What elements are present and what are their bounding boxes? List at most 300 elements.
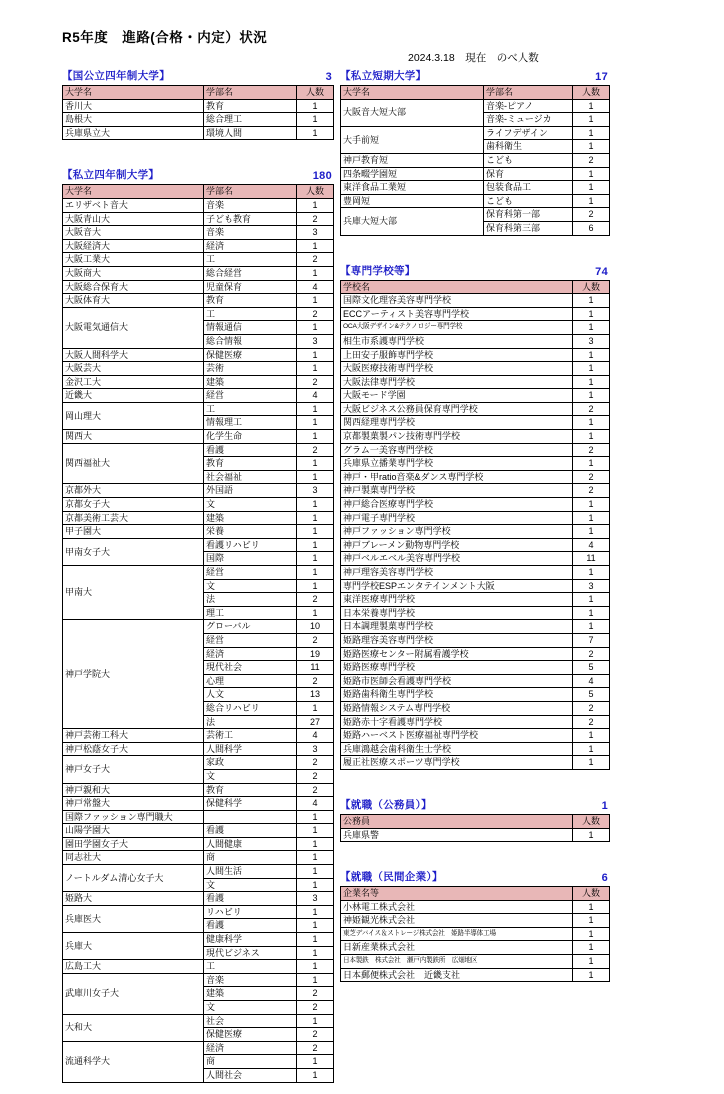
table-row — [341, 443, 610, 457]
cell-count: 1 — [297, 511, 334, 525]
cell-count: 1 — [297, 1014, 334, 1028]
table-row — [341, 153, 610, 167]
cell-count: 1 — [297, 1068, 334, 1082]
cell-dept: 人間健康 — [204, 837, 297, 851]
cell-dept: 商 — [204, 851, 297, 865]
cell-school: 関西福祉大 — [63, 443, 204, 484]
table-row — [341, 294, 610, 308]
section-national-public-universities — [62, 68, 334, 140]
section-header — [62, 68, 334, 83]
cell-school: 東洋食品工業短 — [341, 181, 484, 195]
cell-school: 神戸製菓専門学校 — [341, 484, 573, 498]
cell-count: 1 — [297, 99, 334, 113]
cell-dept: ライフデザイン — [484, 126, 573, 140]
section-total: 6 — [601, 872, 608, 885]
cell-count: 11 — [573, 552, 610, 566]
cell-school: 神戸常盤大 — [63, 797, 204, 811]
cell-school: 香川大 — [63, 99, 204, 113]
section-vocational-schools — [340, 263, 610, 770]
table-row — [341, 375, 610, 389]
table-row — [341, 914, 610, 928]
table-row — [63, 389, 334, 403]
table-row — [63, 212, 334, 226]
cell-school: 神戸・甲ratio音楽&ダンス専門学校 — [341, 470, 573, 484]
table-row — [341, 484, 610, 498]
table-row — [63, 538, 334, 552]
section-title: 【専門学校等】 — [340, 264, 416, 277]
cell-count: 1 — [297, 946, 334, 960]
cell-school: 国際ファッション専門職大 — [63, 810, 204, 824]
cell-count: 1 — [573, 375, 610, 389]
table-row — [341, 181, 610, 195]
cell-dept: 保健科学 — [204, 797, 297, 811]
section-total: 180 — [312, 170, 332, 183]
table-row — [341, 402, 610, 416]
table-row — [63, 375, 334, 389]
table-row — [63, 797, 334, 811]
cell-dept: 看護 — [204, 443, 297, 457]
cell-school: 国際文化理容美容専門学校 — [341, 294, 573, 308]
cell-school: 兵庫県警 — [341, 828, 573, 842]
cell-school: 専門学校ESPエンタテインメント大阪 — [341, 579, 573, 593]
cell-count: 1 — [573, 620, 610, 634]
cell-count: 3 — [573, 334, 610, 348]
cell-school: 上田安子服飾専門学校 — [341, 348, 573, 362]
cell-school: 武庫川女子大 — [63, 973, 204, 1014]
table-row — [341, 208, 610, 222]
cell-dept: 人文 — [204, 688, 297, 702]
cell-school: 大阪体育大 — [63, 294, 204, 308]
cell-dept: 現代社会 — [204, 661, 297, 675]
cell-dept: 教育 — [204, 457, 297, 471]
cell-count: 1 — [297, 113, 334, 127]
section-header — [340, 68, 610, 83]
cell-dept: 社会 — [204, 1014, 297, 1028]
cell-dept: 経営 — [204, 566, 297, 580]
cell-count: 2 — [297, 593, 334, 607]
cell-count: 1 — [297, 960, 334, 974]
cell-count: 1 — [297, 1055, 334, 1069]
cell-count: 1 — [297, 525, 334, 539]
cell-school: 大和大 — [63, 1014, 204, 1041]
cell-dept: 家政 — [204, 756, 297, 770]
cell-count: 2 — [297, 674, 334, 688]
cell-dept: 包装食品工 — [484, 181, 573, 195]
cell-school: 大阪商大 — [63, 266, 204, 280]
cell-count: 2 — [573, 701, 610, 715]
cell-count: 2 — [573, 402, 610, 416]
cell-school: 広島工大 — [63, 960, 204, 974]
cell-count: 1 — [573, 113, 610, 127]
cell-dept: 総合リハビリ — [204, 701, 297, 715]
national-public-table — [62, 85, 334, 140]
table-row — [341, 620, 610, 634]
cell-count: 3 — [573, 579, 610, 593]
cell-count: 3 — [297, 742, 334, 756]
cell-dept: 人間社会 — [204, 1068, 297, 1082]
cell-count: 1 — [573, 525, 610, 539]
section-private-four-year-universities — [62, 167, 334, 1082]
section-employment-public — [340, 797, 610, 842]
cell-count: 1 — [573, 416, 610, 430]
cell-school: 日新産業株式会社 — [341, 941, 573, 955]
cell-dept: 法 — [204, 593, 297, 607]
cell-school: 神戸ベルエベル美容専門学校 — [341, 552, 573, 566]
cell-count: 1 — [573, 828, 610, 842]
cell-school: 大阪ビジネス公務員保育専門学校 — [341, 402, 573, 416]
cell-dept: 看護 — [204, 824, 297, 838]
cell-dept: 教育 — [204, 294, 297, 308]
cell-school: 兵庫大 — [63, 933, 204, 960]
cell-dept: 保健医療 — [204, 1028, 297, 1042]
table-row — [341, 941, 610, 955]
table-row — [63, 837, 334, 851]
cell-count: 1 — [573, 593, 610, 607]
table-row — [341, 633, 610, 647]
table-row — [341, 348, 610, 362]
section-private-junior-colleges — [340, 68, 610, 236]
cell-school: 大阪工業大 — [63, 253, 204, 267]
table-row — [63, 1041, 334, 1055]
cell-count: 2 — [297, 375, 334, 389]
cell-school: 大阪電気通信大 — [63, 307, 204, 348]
col-dept: 学部名 — [484, 86, 573, 100]
table-row — [63, 892, 334, 906]
cell-school: 神戸松蔭女子大 — [63, 742, 204, 756]
section-header — [340, 869, 610, 884]
cell-count: 1 — [573, 430, 610, 444]
cell-count: 4 — [297, 797, 334, 811]
cell-count: 27 — [297, 715, 334, 729]
cell-school: 姫路医療センター附属看護学校 — [341, 647, 573, 661]
cell-school: 近畿大 — [63, 389, 204, 403]
table-row — [341, 167, 610, 181]
cell-count: 2 — [297, 769, 334, 783]
section-header — [340, 797, 610, 812]
table-row — [341, 955, 610, 969]
cell-school: 神戸理容美容専門学校 — [341, 566, 573, 580]
table-row — [63, 239, 334, 253]
cell-dept: 工 — [204, 402, 297, 416]
cell-count: 1 — [573, 756, 610, 770]
cell-school: 兵庫県立大 — [63, 126, 204, 140]
cell-school: 兵庫鴻越会歯科衛生士学校 — [341, 742, 573, 756]
table-row — [63, 99, 334, 113]
cell-school: 神戸ブレーメン動物専門学校 — [341, 538, 573, 552]
cell-dept: 保育科第三部 — [484, 221, 573, 235]
cell-school: 豊岡短 — [341, 194, 484, 208]
cell-count: 1 — [297, 824, 334, 838]
cell-school: 神戸女子大 — [63, 756, 204, 783]
cell-dept: 健康科学 — [204, 933, 297, 947]
table-row — [341, 511, 610, 525]
table-row — [63, 566, 334, 580]
cell-count: 4 — [297, 280, 334, 294]
table-header-row — [63, 86, 334, 100]
col-school: 大学名 — [63, 86, 204, 100]
cell-count: 3 — [297, 226, 334, 240]
cell-dept: 環境人間 — [204, 126, 297, 140]
cell-school: 日本調理製菓専門学校 — [341, 620, 573, 634]
cell-count: 1 — [297, 905, 334, 919]
cell-dept: 教育 — [204, 783, 297, 797]
page-title: R5年度 進路(合格・内定）状況 — [62, 30, 268, 45]
cell-count: 2 — [573, 470, 610, 484]
cell-dept: こども — [484, 194, 573, 208]
cell-school: 金沢工大 — [63, 375, 204, 389]
cell-school: 東洋医療専門学校 — [341, 593, 573, 607]
section-total: 74 — [595, 265, 608, 278]
table-row — [341, 99, 610, 113]
section-employment-private — [340, 869, 610, 982]
table-row — [341, 606, 610, 620]
section-title: 【国公立四年制大学】 — [62, 70, 170, 82]
cell-dept: 音楽-ミュージカ — [484, 113, 573, 127]
table-row — [341, 701, 610, 715]
cell-school: 甲子園大 — [63, 525, 204, 539]
cell-count: 1 — [573, 955, 610, 969]
cell-count: 1 — [573, 126, 610, 140]
cell-dept: 社会福祉 — [204, 470, 297, 484]
cell-count: 1 — [297, 933, 334, 947]
cell-dept: 工 — [204, 307, 297, 321]
table-row — [341, 715, 610, 729]
cell-count: 1 — [297, 606, 334, 620]
cell-dept: 情報通信 — [204, 321, 297, 335]
table-row — [341, 307, 610, 321]
cell-dept: 外国語 — [204, 484, 297, 498]
cell-dept: 教育 — [204, 99, 297, 113]
cell-school: 京都製菓製パン技術専門学校 — [341, 430, 573, 444]
cell-dept: 法 — [204, 715, 297, 729]
table-row — [341, 593, 610, 607]
cell-school: 関西大 — [63, 430, 204, 444]
cell-count: 1 — [573, 362, 610, 376]
section-title: 【就職（公務員）】 — [340, 798, 432, 811]
col-count: 人数 — [297, 86, 334, 100]
cell-count: 1 — [297, 239, 334, 253]
cell-school: 日本製鉄 株式会社 瀬戸内製鉄所 広畑地区 — [341, 955, 573, 969]
cell-count: 1 — [573, 606, 610, 620]
cell-count: 1 — [297, 498, 334, 512]
table-row — [63, 511, 334, 525]
col-dept: 学部名 — [204, 86, 297, 100]
cell-count: 3 — [297, 892, 334, 906]
cell-school: 京都外大 — [63, 484, 204, 498]
cell-count: 2 — [573, 484, 610, 498]
table-row — [341, 334, 610, 348]
col-company: 企業名等 — [341, 887, 573, 901]
cell-school: 京都美術工芸大 — [63, 511, 204, 525]
cell-count: 10 — [297, 620, 334, 634]
cell-count: 1 — [297, 865, 334, 879]
cell-dept: 総合情報 — [204, 334, 297, 348]
cell-dept: 化学生命 — [204, 430, 297, 444]
cell-school: 姫路歯科衛生専門学校 — [341, 688, 573, 702]
cell-school: 大阪人間科学大 — [63, 348, 204, 362]
cell-dept: 子ども教育 — [204, 212, 297, 226]
table-row — [63, 443, 334, 457]
cell-count: 1 — [573, 181, 610, 195]
cell-count: 1 — [573, 194, 610, 208]
col-school: 大学名 — [63, 185, 204, 199]
cell-count: 1 — [297, 538, 334, 552]
cell-dept: 経済 — [204, 647, 297, 661]
section-header — [340, 263, 610, 278]
table-row — [341, 756, 610, 770]
cell-school: 大阪芸大 — [63, 362, 204, 376]
table-row — [63, 729, 334, 743]
cell-school: 日本郵便株式会社 近畿支社 — [341, 968, 573, 982]
cell-count: 1 — [573, 294, 610, 308]
cell-count: 2 — [297, 1041, 334, 1055]
report-date-note: 2024.3.18 現在 のべ人数 — [408, 52, 539, 64]
cell-count: 1 — [573, 307, 610, 321]
table-row — [341, 126, 610, 140]
cell-school: エリザベト音大 — [63, 198, 204, 212]
cell-count: 5 — [573, 688, 610, 702]
cell-school: 東芝デバイス＆ストレージ株式会社 姫路半導体工場 — [341, 927, 573, 941]
cell-dept: 国際 — [204, 552, 297, 566]
table-row — [63, 280, 334, 294]
cell-dept: 保育 — [484, 167, 573, 181]
cell-dept: 経営 — [204, 633, 297, 647]
cell-count: 2 — [573, 208, 610, 222]
table-row — [63, 430, 334, 444]
table-row — [341, 688, 610, 702]
table-row — [341, 389, 610, 403]
cell-school: 神姫観光株式会社 — [341, 914, 573, 928]
table-row — [63, 865, 334, 879]
cell-school: ノートルダム清心女子大 — [63, 865, 204, 892]
cell-count: 19 — [297, 647, 334, 661]
cell-count: 2 — [573, 647, 610, 661]
table-row — [63, 498, 334, 512]
cell-dept: 音楽 — [204, 226, 297, 240]
cell-count: 2 — [297, 756, 334, 770]
section-total: 3 — [325, 71, 332, 83]
cell-count: 1 — [297, 552, 334, 566]
cell-school: 神戸親和大 — [63, 783, 204, 797]
cell-count: 1 — [573, 742, 610, 756]
cell-count: 1 — [573, 914, 610, 928]
table-row — [63, 933, 334, 947]
table-row — [341, 525, 610, 539]
cell-dept: 建築 — [204, 511, 297, 525]
cell-count: 1 — [573, 927, 610, 941]
table-row — [341, 470, 610, 484]
table-row — [341, 552, 610, 566]
cell-dept: 看護 — [204, 892, 297, 906]
table-row — [341, 498, 610, 512]
cell-dept: 文 — [204, 878, 297, 892]
cell-dept: 心理 — [204, 674, 297, 688]
cell-dept: 歯科衛生 — [484, 140, 573, 154]
cell-dept: 理工 — [204, 606, 297, 620]
cell-count: 4 — [573, 538, 610, 552]
cell-count: 1 — [297, 457, 334, 471]
cell-count: 2 — [573, 715, 610, 729]
cell-count: 1 — [573, 389, 610, 403]
cell-school: 甲南女子大 — [63, 538, 204, 565]
cell-count: 1 — [297, 810, 334, 824]
cell-dept: 音楽 — [204, 198, 297, 212]
col-count: 人数 — [573, 814, 610, 828]
cell-school: 日本栄養専門学校 — [341, 606, 573, 620]
table-row — [341, 457, 610, 471]
table-row — [341, 566, 610, 580]
table-row — [63, 226, 334, 240]
cell-dept: 経済 — [204, 239, 297, 253]
cell-dept: リハビリ — [204, 905, 297, 919]
cell-dept: 音楽-ピアノ — [484, 99, 573, 113]
cell-school: 姫路情報システム専門学校 — [341, 701, 573, 715]
cell-count: 1 — [297, 851, 334, 865]
cell-count: 6 — [573, 221, 610, 235]
cell-school: 園田学園女子大 — [63, 837, 204, 851]
cell-dept: 総合理工 — [204, 113, 297, 127]
cell-dept: こども — [484, 153, 573, 167]
cell-dept: 現代ビジネス — [204, 946, 297, 960]
section-title: 【私立四年制大学】 — [62, 169, 160, 182]
col-count: 人数 — [573, 887, 610, 901]
cell-count: 2 — [297, 253, 334, 267]
cell-school: 姫路医療専門学校 — [341, 661, 573, 675]
table-row — [341, 927, 610, 941]
cell-school: 大阪音大 — [63, 226, 204, 240]
table-row — [63, 307, 334, 321]
cell-count: 2 — [297, 633, 334, 647]
cell-school: 島根大 — [63, 113, 204, 127]
cell-count: 2 — [297, 307, 334, 321]
table-row — [341, 647, 610, 661]
section-header — [62, 167, 334, 182]
cell-count: 1 — [297, 416, 334, 430]
cell-school: 大阪医療技術専門学校 — [341, 362, 573, 376]
table-row — [341, 742, 610, 756]
cell-school: 同志社大 — [63, 851, 204, 865]
cell-count: 1 — [573, 900, 610, 914]
cell-school: 姫路ハーベスト医療福祉専門学校 — [341, 729, 573, 743]
col-public: 公務員 — [341, 814, 573, 828]
cell-school: 兵庫大短大部 — [341, 208, 484, 235]
col-school2: 学校名 — [341, 280, 573, 294]
table-row — [63, 198, 334, 212]
cell-dept — [204, 810, 297, 824]
table-row — [63, 126, 334, 140]
section-title: 【就職（民間企業）】 — [340, 871, 443, 884]
table-row — [341, 968, 610, 982]
cell-count: 13 — [297, 688, 334, 702]
cell-school: ECCアーティスト美容専門学校 — [341, 307, 573, 321]
cell-count: 7 — [573, 633, 610, 647]
cell-count: 1 — [297, 470, 334, 484]
cell-count: 2 — [297, 1028, 334, 1042]
cell-count: 1 — [573, 321, 610, 335]
section-total: 1 — [601, 799, 608, 812]
table-row — [63, 756, 334, 770]
cell-count: 2 — [297, 1001, 334, 1015]
cell-school: 神戸総合医療専門学校 — [341, 498, 573, 512]
cell-count: 4 — [297, 389, 334, 403]
cell-count: 1 — [297, 878, 334, 892]
table-row — [63, 294, 334, 308]
cell-school: 大阪音大短大部 — [341, 99, 484, 126]
cell-dept: グローバル — [204, 620, 297, 634]
cell-dept: 総合経営 — [204, 266, 297, 280]
cell-count: 1 — [573, 457, 610, 471]
cell-school: 大手前短 — [341, 126, 484, 153]
